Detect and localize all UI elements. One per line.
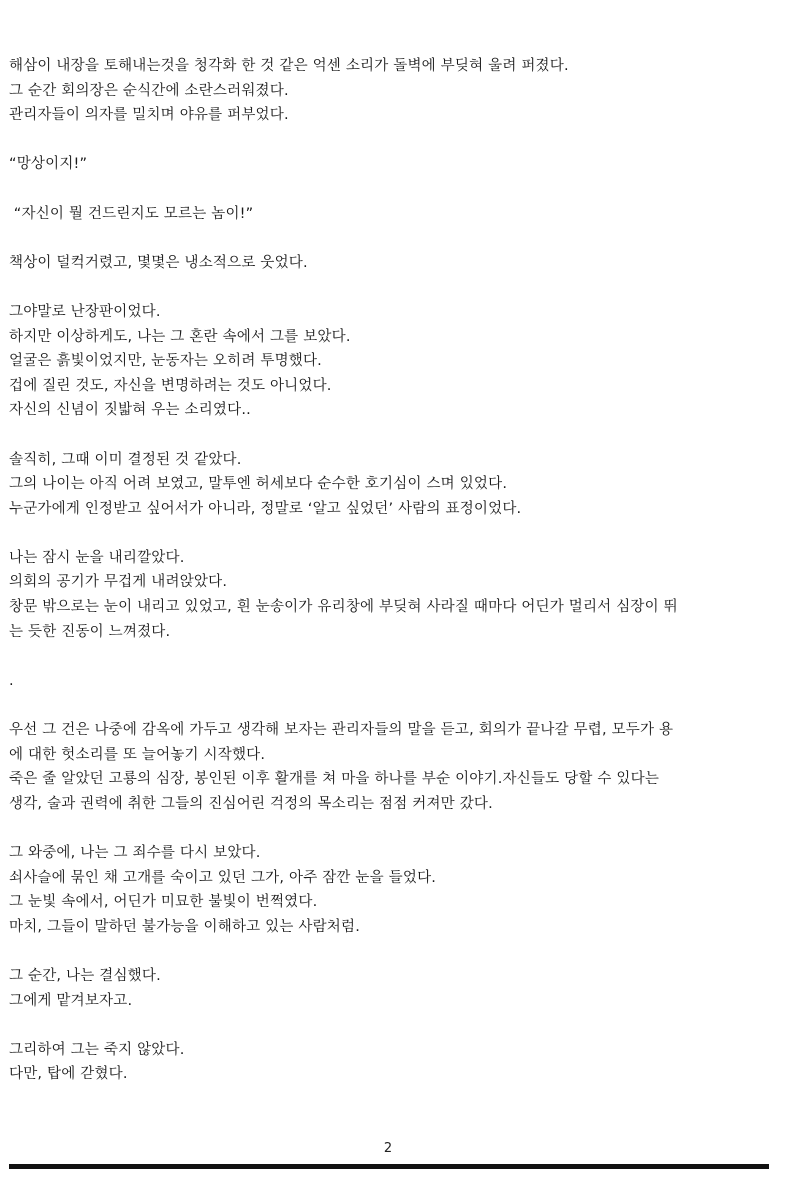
page-number: 2 — [383, 1141, 393, 1156]
text-line: 관리자들이 의자를 밀치며 야유를 퍼부었다. — [9, 107, 289, 124]
text-line: 그리하여 그는 죽지 않았다. — [9, 1041, 185, 1058]
paragraph — [9, 841, 775, 939]
paragraph — [9, 251, 775, 276]
text-line: 하지만 이상하게도, 나는 그 혼란 속에서 그를 보았다. — [9, 328, 351, 345]
text-line: “망상이지!” — [9, 156, 88, 173]
text-line: 그에게 맡겨보자고. — [9, 992, 133, 1009]
text-line: 그 와중에, 나는 그 죄수를 다시 보았다. — [9, 845, 261, 861]
paragraph — [9, 448, 775, 522]
text-line: 책상이 덜컥거렸고, 몇몇은 냉소적으로 웃었다. — [9, 254, 308, 271]
paragraph — [9, 152, 775, 177]
text-line: 그 순간 회의장은 순식간에 소란스러워졌다. — [9, 82, 289, 99]
text-line: 에 대한 헛소리를 또 늘어놓기 시작했다. — [9, 746, 266, 763]
text-line: 겁에 질린 것도, 자신을 변명하려는 것도 아니었다. — [9, 377, 332, 394]
text-line: 마치, 그들이 말하던 불가능을 이해하고 있는 사람처럼. — [9, 918, 361, 935]
text-line: 죽은 줄 알았던 고룡의 심장, 봉인된 이후 활개를 쳐 마을 하나를 부순 이야기.자신들도 당할 수 있다는 — [9, 771, 660, 788]
text-line: 쇠사슬에 묶인 채 고개를 숙이고 있던 그가, 아주 잠깐 눈을 들었다. — [9, 869, 437, 886]
paragraph — [9, 300, 775, 423]
text-line: 누군가에게 인정받고 싶어서가 아니라, 정말로 ‘알고 싶었던’ 사람의 표정이었다. — [9, 500, 522, 517]
paragraph — [9, 964, 775, 1013]
paragraph — [9, 546, 775, 644]
text-line: 자신의 신념이 짓밟혀 우는 소리였다.. — [9, 402, 251, 419]
text-line: 우선 그 건은 나중에 감옥에 가두고 생각해 보자는 관리자들의 말을 듣고, 회의가 끝나갈 무렵, 모두가 용 — [9, 722, 674, 739]
text-line: 생각, 술과 권력에 취한 그들의 진심어린 걱정의 목소리는 점점 커져만 갔다. — [9, 795, 493, 812]
text-line: 그의 나이는 아직 어려 보였고, 말투엔 허세보다 순수한 호기심이 스며 있었다. — [9, 476, 508, 493]
text-line: “자신이 뭘 건드린지도 모르는 놈이!” — [9, 205, 254, 222]
text-line: 나는 잠시 눈을 내리깔았다. — [9, 549, 185, 566]
paragraph — [9, 669, 775, 694]
text-line: 해삼이 내장을 토해내는것을 청각화 한 것 같은 억센 소리가 돌벽에 부딪혀 울려 퍼졌다. — [9, 58, 569, 74]
text-line: 그 순간, 나는 결심했다. — [9, 967, 161, 984]
text-line: 그 눈빛 속에서, 어딘가 미묘한 불빛이 번쩍였다. — [9, 894, 318, 911]
text-line: . — [9, 672, 14, 689]
paragraph — [9, 202, 775, 227]
text-line: 솔직히, 그때 이미 결정된 것 같았다. — [9, 451, 242, 468]
paragraph — [9, 718, 775, 816]
paragraph — [9, 1038, 775, 1087]
text-line: 창문 밖으로는 눈이 내리고 있었고, 흰 눈송이가 유리창에 부딪혀 사라질 때마다 어딘가 멀리서 심장이 뛰 — [9, 599, 678, 616]
text-line: 의회의 공기가 무겁게 내려앉았다. — [9, 574, 228, 591]
text-line: 는 듯한 진동이 느껴졌다. — [9, 623, 171, 640]
document-body — [9, 54, 775, 1087]
text-line: 그야말로 난장판이었다. — [9, 303, 161, 320]
footer-rule — [9, 1164, 769, 1169]
text-line: 얼굴은 흙빛이었지만, 눈동자는 오히려 투명했다. — [9, 353, 322, 370]
text-line: 다만, 탑에 갇혔다. — [9, 1066, 128, 1083]
paragraph — [9, 54, 775, 128]
